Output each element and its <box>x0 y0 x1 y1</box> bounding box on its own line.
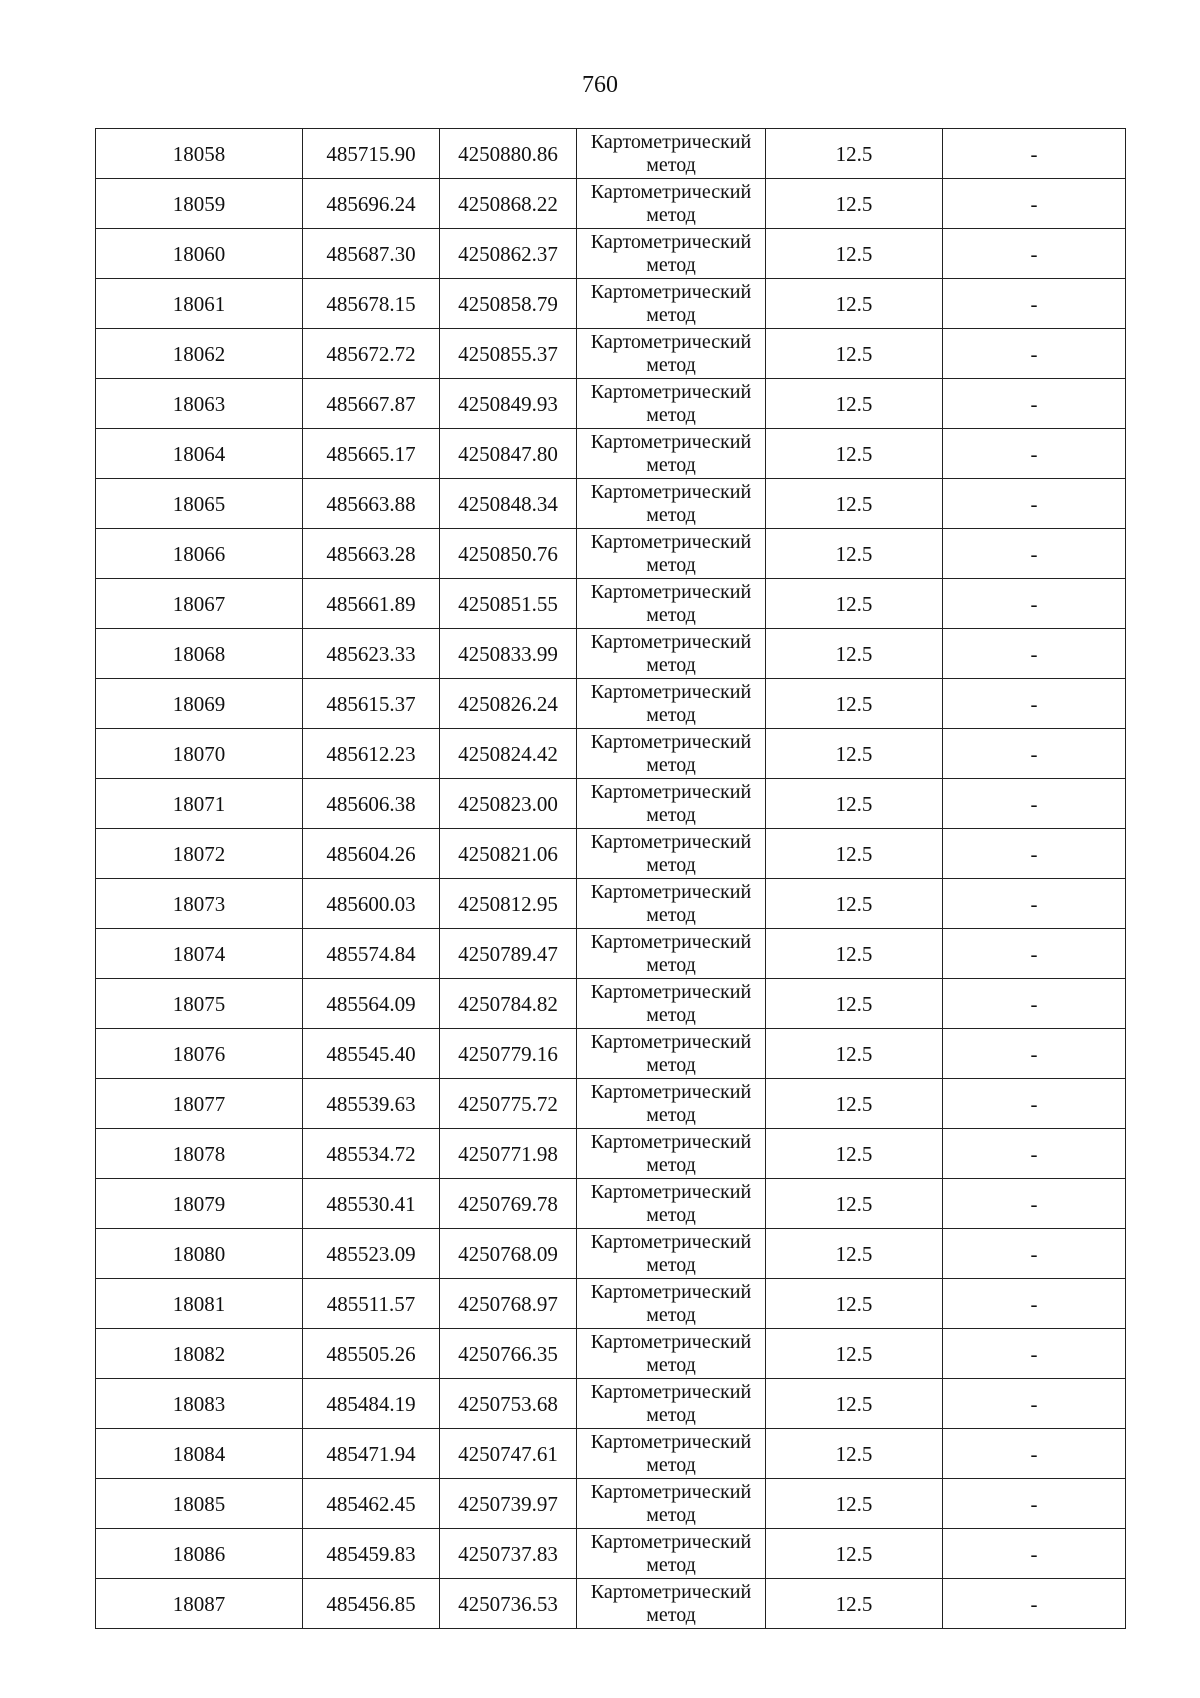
method-cell <box>577 1129 766 1179</box>
accuracy-cell: 12.5 <box>766 829 943 879</box>
point-id-cell: 18087 <box>96 1579 303 1629</box>
y-coordinate-cell: 4250851.55 <box>440 579 577 629</box>
note-cell: - <box>943 1229 1126 1279</box>
method-line-2: метод <box>646 603 696 626</box>
method-line-1: Картометрический <box>590 480 752 503</box>
accuracy-cell: 12.5 <box>766 479 943 529</box>
table-row <box>96 579 1126 629</box>
x-coordinate-cell: 485687.30 <box>303 229 440 279</box>
method-line-2: метод <box>646 653 696 676</box>
method-line-1: Картометрический <box>590 1580 752 1603</box>
x-coordinate-cell: 485667.87 <box>303 379 440 429</box>
note-cell: - <box>943 1429 1126 1479</box>
method-line-2: метод <box>646 1203 696 1226</box>
point-id-cell: 18086 <box>96 1529 303 1579</box>
method-line-1: Картометрический <box>590 380 752 403</box>
table-row <box>96 1329 1126 1379</box>
y-coordinate-cell: 4250848.34 <box>440 479 577 529</box>
method-line-2: метод <box>646 903 696 926</box>
point-id-cell: 18075 <box>96 979 303 1029</box>
x-coordinate-cell: 485545.40 <box>303 1029 440 1079</box>
method-cell <box>577 529 766 579</box>
x-coordinate-cell: 485574.84 <box>303 929 440 979</box>
method-line-2: метод <box>646 403 696 426</box>
point-id-cell: 18058 <box>96 129 303 179</box>
method-cell <box>577 779 766 829</box>
accuracy-cell: 12.5 <box>766 329 943 379</box>
x-coordinate-cell: 485663.28 <box>303 529 440 579</box>
table-row <box>96 779 1126 829</box>
y-coordinate-cell: 4250850.76 <box>440 529 577 579</box>
point-id-cell: 18068 <box>96 629 303 679</box>
method-line-1: Картометрический <box>590 180 752 203</box>
method-line-1: Картометрический <box>590 1030 752 1053</box>
y-coordinate-cell: 4250736.53 <box>440 1579 577 1629</box>
note-cell: - <box>943 1179 1126 1229</box>
note-cell: - <box>943 1529 1126 1579</box>
x-coordinate-cell: 485523.09 <box>303 1229 440 1279</box>
method-line-2: метод <box>646 803 696 826</box>
method-line-1: Картометрический <box>590 1330 752 1353</box>
x-coordinate-cell: 485530.41 <box>303 1179 440 1229</box>
method-line-2: метод <box>646 1003 696 1026</box>
point-id-cell: 18063 <box>96 379 303 429</box>
accuracy-cell: 12.5 <box>766 879 943 929</box>
x-coordinate-cell: 485564.09 <box>303 979 440 1029</box>
x-coordinate-cell: 485456.85 <box>303 1579 440 1629</box>
x-coordinate-cell: 485462.45 <box>303 1479 440 1529</box>
accuracy-cell: 12.5 <box>766 129 943 179</box>
method-cell <box>577 629 766 679</box>
y-coordinate-cell: 4250826.24 <box>440 679 577 729</box>
table-row <box>96 229 1126 279</box>
method-cell <box>577 1479 766 1529</box>
accuracy-cell: 12.5 <box>766 679 943 729</box>
accuracy-cell: 12.5 <box>766 429 943 479</box>
point-id-cell: 18060 <box>96 229 303 279</box>
note-cell: - <box>943 1029 1126 1079</box>
method-cell <box>577 1279 766 1329</box>
table-row <box>96 879 1126 929</box>
y-coordinate-cell: 4250747.61 <box>440 1429 577 1479</box>
note-cell: - <box>943 629 1126 679</box>
table-row <box>96 729 1126 779</box>
method-cell <box>577 279 766 329</box>
method-line-1: Картометрический <box>590 1380 752 1403</box>
y-coordinate-cell: 4250768.97 <box>440 1279 577 1329</box>
accuracy-cell: 12.5 <box>766 1029 943 1079</box>
point-id-cell: 18085 <box>96 1479 303 1529</box>
method-line-1: Картометрический <box>590 230 752 253</box>
x-coordinate-cell: 485534.72 <box>303 1129 440 1179</box>
y-coordinate-cell: 4250824.42 <box>440 729 577 779</box>
y-coordinate-cell: 4250812.95 <box>440 879 577 929</box>
method-cell <box>577 1329 766 1379</box>
note-cell: - <box>943 129 1126 179</box>
method-cell <box>577 479 766 529</box>
point-id-cell: 18074 <box>96 929 303 979</box>
x-coordinate-cell: 485511.57 <box>303 1279 440 1329</box>
accuracy-cell: 12.5 <box>766 229 943 279</box>
method-line-2: метод <box>646 1153 696 1176</box>
accuracy-cell: 12.5 <box>766 629 943 679</box>
method-line-1: Картометрический <box>590 1230 752 1253</box>
y-coordinate-cell: 4250833.99 <box>440 629 577 679</box>
method-line-2: метод <box>646 1403 696 1426</box>
table-row <box>96 529 1126 579</box>
note-cell: - <box>943 1479 1126 1529</box>
method-line-1: Картометрический <box>590 1080 752 1103</box>
note-cell: - <box>943 679 1126 729</box>
y-coordinate-cell: 4250855.37 <box>440 329 577 379</box>
method-line-2: метод <box>646 303 696 326</box>
y-coordinate-cell: 4250779.16 <box>440 1029 577 1079</box>
point-id-cell: 18081 <box>96 1279 303 1329</box>
page-number: 760 <box>582 72 618 98</box>
method-line-2: метод <box>646 203 696 226</box>
method-line-2: метод <box>646 453 696 476</box>
accuracy-cell: 12.5 <box>766 1179 943 1229</box>
method-line-1: Картометрический <box>590 880 752 903</box>
table-row <box>96 429 1126 479</box>
x-coordinate-cell: 485539.63 <box>303 1079 440 1129</box>
note-cell: - <box>943 829 1126 879</box>
y-coordinate-cell: 4250862.37 <box>440 229 577 279</box>
table-row <box>96 379 1126 429</box>
coordinates-table-body <box>96 129 1126 1629</box>
point-id-cell: 18079 <box>96 1179 303 1229</box>
point-id-cell: 18070 <box>96 729 303 779</box>
method-line-2: метод <box>646 1253 696 1276</box>
point-id-cell: 18082 <box>96 1329 303 1379</box>
y-coordinate-cell: 4250823.00 <box>440 779 577 829</box>
method-line-1: Картометрический <box>590 530 752 553</box>
method-line-1: Картометрический <box>590 830 752 853</box>
point-id-cell: 18065 <box>96 479 303 529</box>
table-row <box>96 1029 1126 1079</box>
y-coordinate-cell: 4250775.72 <box>440 1079 577 1129</box>
y-coordinate-cell: 4250880.86 <box>440 129 577 179</box>
method-cell <box>577 579 766 629</box>
x-coordinate-cell: 485661.89 <box>303 579 440 629</box>
x-coordinate-cell: 485715.90 <box>303 129 440 179</box>
point-id-cell: 18062 <box>96 329 303 379</box>
accuracy-cell: 12.5 <box>766 1079 943 1129</box>
table-row <box>96 1129 1126 1179</box>
y-coordinate-cell: 4250766.35 <box>440 1329 577 1379</box>
method-line-1: Картометрический <box>590 1180 752 1203</box>
accuracy-cell: 12.5 <box>766 1129 943 1179</box>
point-id-cell: 18078 <box>96 1129 303 1179</box>
x-coordinate-cell: 485505.26 <box>303 1329 440 1379</box>
method-line-1: Картометрический <box>590 630 752 653</box>
point-id-cell: 18077 <box>96 1079 303 1129</box>
method-line-2: метод <box>646 1103 696 1126</box>
method-line-1: Картометрический <box>590 1280 752 1303</box>
point-id-cell: 18067 <box>96 579 303 629</box>
accuracy-cell: 12.5 <box>766 1379 943 1429</box>
note-cell: - <box>943 979 1126 1029</box>
method-cell <box>577 929 766 979</box>
accuracy-cell: 12.5 <box>766 1529 943 1579</box>
method-line-2: метод <box>646 153 696 176</box>
note-cell: - <box>943 279 1126 329</box>
method-cell <box>577 1529 766 1579</box>
method-line-1: Картометрический <box>590 780 752 803</box>
method-cell <box>577 229 766 279</box>
method-cell <box>577 1179 766 1229</box>
accuracy-cell: 12.5 <box>766 929 943 979</box>
note-cell: - <box>943 429 1126 479</box>
accuracy-cell: 12.5 <box>766 1329 943 1379</box>
point-id-cell: 18066 <box>96 529 303 579</box>
note-cell: - <box>943 529 1126 579</box>
point-id-cell: 18069 <box>96 679 303 729</box>
method-line-2: метод <box>646 853 696 876</box>
method-cell <box>577 979 766 1029</box>
x-coordinate-cell: 485606.38 <box>303 779 440 829</box>
method-line-1: Картометрический <box>590 580 752 603</box>
note-cell: - <box>943 179 1126 229</box>
accuracy-cell: 12.5 <box>766 179 943 229</box>
method-line-1: Картометрический <box>590 1430 752 1453</box>
x-coordinate-cell: 485471.94 <box>303 1429 440 1479</box>
method-cell <box>577 1579 766 1629</box>
method-line-1: Картометрический <box>590 680 752 703</box>
x-coordinate-cell: 485484.19 <box>303 1379 440 1429</box>
accuracy-cell: 12.5 <box>766 729 943 779</box>
y-coordinate-cell: 4250821.06 <box>440 829 577 879</box>
x-coordinate-cell: 485459.83 <box>303 1529 440 1579</box>
table-row <box>96 179 1126 229</box>
point-id-cell: 18059 <box>96 179 303 229</box>
method-line-1: Картометрический <box>590 330 752 353</box>
note-cell: - <box>943 379 1126 429</box>
table-row <box>96 479 1126 529</box>
note-cell: - <box>943 1279 1126 1329</box>
method-cell <box>577 879 766 929</box>
method-cell <box>577 329 766 379</box>
x-coordinate-cell: 485672.72 <box>303 329 440 379</box>
y-coordinate-cell: 4250768.09 <box>440 1229 577 1279</box>
note-cell: - <box>943 1379 1126 1429</box>
y-coordinate-cell: 4250858.79 <box>440 279 577 329</box>
method-cell <box>577 729 766 779</box>
note-cell: - <box>943 1579 1126 1629</box>
table-row <box>96 629 1126 679</box>
note-cell: - <box>943 579 1126 629</box>
y-coordinate-cell: 4250847.80 <box>440 429 577 479</box>
method-line-2: метод <box>646 1053 696 1076</box>
table-row <box>96 1379 1126 1429</box>
x-coordinate-cell: 485696.24 <box>303 179 440 229</box>
table-row <box>96 1529 1126 1579</box>
x-coordinate-cell: 485678.15 <box>303 279 440 329</box>
note-cell: - <box>943 779 1126 829</box>
method-line-1: Картометрический <box>590 1480 752 1503</box>
method-line-2: метод <box>646 553 696 576</box>
table-row <box>96 1279 1126 1329</box>
method-line-2: метод <box>646 703 696 726</box>
table-row <box>96 1579 1126 1629</box>
method-line-1: Картометрический <box>590 1530 752 1553</box>
table-row <box>96 1479 1126 1529</box>
table-row <box>96 129 1126 179</box>
method-cell <box>577 829 766 879</box>
x-coordinate-cell: 485623.33 <box>303 629 440 679</box>
x-coordinate-cell: 485600.03 <box>303 879 440 929</box>
note-cell: - <box>943 929 1126 979</box>
accuracy-cell: 12.5 <box>766 579 943 629</box>
x-coordinate-cell: 485612.23 <box>303 729 440 779</box>
y-coordinate-cell: 4250849.93 <box>440 379 577 429</box>
y-coordinate-cell: 4250737.83 <box>440 1529 577 1579</box>
method-cell <box>577 1029 766 1079</box>
point-id-cell: 18071 <box>96 779 303 829</box>
method-cell <box>577 1429 766 1479</box>
note-cell: - <box>943 1079 1126 1129</box>
method-line-2: метод <box>646 953 696 976</box>
accuracy-cell: 12.5 <box>766 379 943 429</box>
method-line-2: метод <box>646 1303 696 1326</box>
method-cell <box>577 379 766 429</box>
method-cell <box>577 429 766 479</box>
method-line-2: метод <box>646 1603 696 1626</box>
method-line-2: метод <box>646 753 696 776</box>
method-line-1: Картометрический <box>590 130 752 153</box>
table-row <box>96 929 1126 979</box>
method-line-1: Картометрический <box>590 730 752 753</box>
method-line-2: метод <box>646 1503 696 1526</box>
method-line-2: метод <box>646 353 696 376</box>
note-cell: - <box>943 1129 1126 1179</box>
method-line-2: метод <box>646 1453 696 1476</box>
x-coordinate-cell: 485604.26 <box>303 829 440 879</box>
point-id-cell: 18073 <box>96 879 303 929</box>
x-coordinate-cell: 485663.88 <box>303 479 440 529</box>
x-coordinate-cell: 485665.17 <box>303 429 440 479</box>
table-row <box>96 979 1126 1029</box>
y-coordinate-cell: 4250771.98 <box>440 1129 577 1179</box>
accuracy-cell: 12.5 <box>766 1479 943 1529</box>
method-line-2: метод <box>646 1553 696 1576</box>
point-id-cell: 18061 <box>96 279 303 329</box>
y-coordinate-cell: 4250769.78 <box>440 1179 577 1229</box>
point-id-cell: 18064 <box>96 429 303 479</box>
note-cell: - <box>943 729 1126 779</box>
y-coordinate-cell: 4250739.97 <box>440 1479 577 1529</box>
method-cell <box>577 179 766 229</box>
accuracy-cell: 12.5 <box>766 979 943 1029</box>
method-cell <box>577 679 766 729</box>
method-line-1: Картометрический <box>590 930 752 953</box>
method-line-2: метод <box>646 253 696 276</box>
method-line-2: метод <box>646 503 696 526</box>
method-cell <box>577 129 766 179</box>
accuracy-cell: 12.5 <box>766 779 943 829</box>
point-id-cell: 18084 <box>96 1429 303 1479</box>
table-row <box>96 279 1126 329</box>
point-id-cell: 18072 <box>96 829 303 879</box>
method-line-1: Картометрический <box>590 1130 752 1153</box>
accuracy-cell: 12.5 <box>766 1279 943 1329</box>
table-row <box>96 1179 1126 1229</box>
y-coordinate-cell: 4250789.47 <box>440 929 577 979</box>
table-row <box>96 829 1126 879</box>
note-cell: - <box>943 1329 1126 1379</box>
method-line-2: метод <box>646 1353 696 1376</box>
table-row <box>96 329 1126 379</box>
note-cell: - <box>943 879 1126 929</box>
method-cell <box>577 1379 766 1429</box>
y-coordinate-cell: 4250753.68 <box>440 1379 577 1429</box>
method-line-1: Картометрический <box>590 980 752 1003</box>
method-cell <box>577 1079 766 1129</box>
accuracy-cell: 12.5 <box>766 1229 943 1279</box>
point-id-cell: 18080 <box>96 1229 303 1279</box>
accuracy-cell: 12.5 <box>766 529 943 579</box>
method-line-1: Картометрический <box>590 430 752 453</box>
accuracy-cell: 12.5 <box>766 1579 943 1629</box>
y-coordinate-cell: 4250868.22 <box>440 179 577 229</box>
point-id-cell: 18076 <box>96 1029 303 1079</box>
method-line-1: Картометрический <box>590 280 752 303</box>
table-row <box>96 1429 1126 1479</box>
x-coordinate-cell: 485615.37 <box>303 679 440 729</box>
note-cell: - <box>943 329 1126 379</box>
coordinates-table <box>95 128 1126 1629</box>
table-row <box>96 1079 1126 1129</box>
table-row <box>96 679 1126 729</box>
accuracy-cell: 12.5 <box>766 279 943 329</box>
note-cell: - <box>943 229 1126 279</box>
accuracy-cell: 12.5 <box>766 1429 943 1479</box>
method-cell <box>577 1229 766 1279</box>
table-row <box>96 1229 1126 1279</box>
point-id-cell: 18083 <box>96 1379 303 1429</box>
note-cell: - <box>943 479 1126 529</box>
y-coordinate-cell: 4250784.82 <box>440 979 577 1029</box>
